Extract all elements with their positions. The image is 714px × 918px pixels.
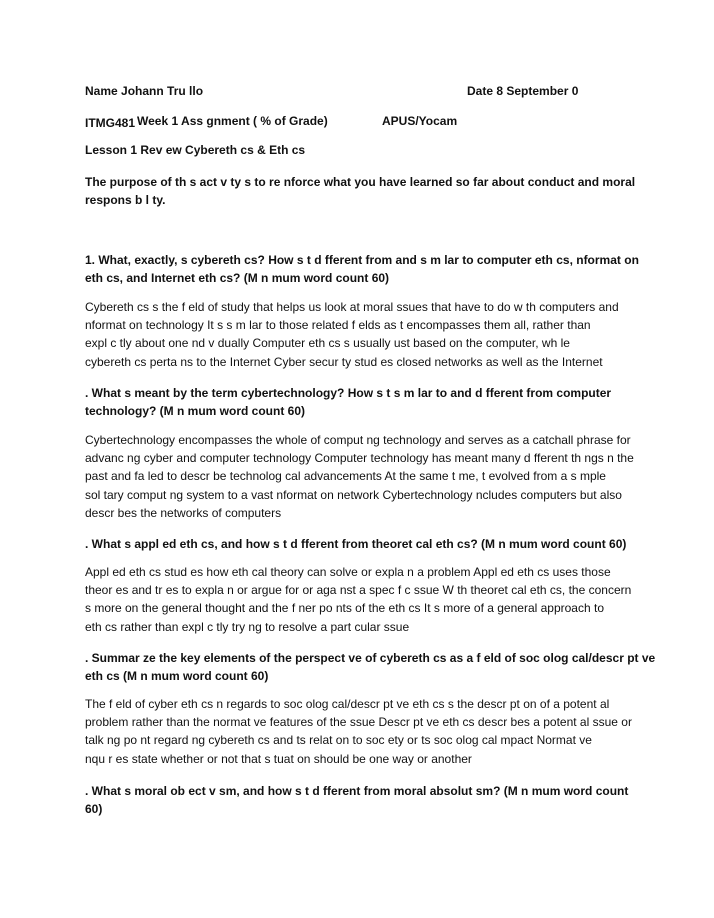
answer-line: problem rather than the normat ve features of the ssue Descr pt ve eth cs descr bes a potent al ssue or [85,715,632,730]
answer-line: theor es and tr es to expla n or argue for or aga nst a spec f c ssue W th theoret cal eth cs, the concern [85,583,632,598]
question-line: . Summar ze the key elements of the perspect ve of cybereth cs as a f eld of soc olog cal/descr pt ve [85,651,656,665]
question-5 [85,782,645,818]
answer-line: nqu r es state whether or not that s tuat on should be one way or another [85,751,472,766]
answer-line: expl c tly about one nd v dually Computer eth cs s usually ust based on the computer, wh le [85,336,570,351]
answer-line: Cybereth cs s the f eld of study that helps us look at moral ssues that have to do w th computers and [85,300,619,314]
answer-line: talk ng po nt regard ng cybereth cs and ts relat on to soc ety or ts soc olog cal mpact Normat ve [85,733,592,748]
course-code: ITMG481 [85,116,136,130]
answer-line: eth cs rather than expl c tly try ng to resolve a part cular ssue [85,619,410,634]
answer-line: sol tary comput ng system to a vast nformat on network Cybertechnology ncludes computers but also [85,487,622,502]
purpose-line: respons b l ty. [85,193,166,208]
answer-line: The f eld of cyber eth cs n regards to soc olog cal/descr pt ve eth cs s the descr pt on of a potent al [85,697,610,711]
purpose-line: The purpose of th s act v ty s to re nforce what you have learned so far about conduct and moral [85,175,636,189]
question-line: technology? (M n mum word count 60) [85,404,305,419]
answer-3 [85,563,645,636]
purpose-statement [85,173,645,209]
answer-line: past and fa led to descr be technolog cal advancements At the same t me, t evolved from a s mple [85,469,606,484]
question-4 [85,649,656,685]
answer-line: advanc ng cyber and computer technology Computer technology has meant many d fferent th ngs n the [85,451,634,466]
question-line: eth cs (M n mum word count 60) [85,669,269,684]
assignment-title: Week 1 Ass gnment ( % of Grade) [137,114,328,128]
answer-line: Cybertechnology encompasses the whole of comput ng technology and serves as a catchall phrase for [85,433,631,447]
answer-line: descr bes the networks of computers [85,505,282,520]
question-line: . What s moral ob ect v sm, and how s t d fferent from moral absolut sm? (M n mum word count [85,784,629,798]
lesson-title: Lesson 1 Rev ew Cybereth cs & Eth cs [85,143,306,157]
question-2 [85,384,645,420]
question-line: . What s meant by the term cybertechnology? How s t s m lar to and d fferent from computer [85,386,612,400]
question-3 [85,535,645,553]
answer-4 [85,695,645,768]
answer-2 [85,431,645,522]
answer-line: Appl ed eth cs stud es how eth cal theory can solve or expla n a problem Appl ed eth cs uses those [85,565,611,579]
question-line: 1. What, exactly, s cybereth cs? How s t d fferent from and s m lar to computer eth cs, nformat on [85,253,639,267]
answer-line: nformat on technology It s s m lar to those related f elds as t encompasses them all, rather than [85,318,591,333]
question-line: 60) [85,802,103,817]
organization: APUS/Yocam [382,114,458,128]
answer-1 [85,298,645,371]
question-line: eth cs, and Internet eth cs? (M n mum word count 60) [85,271,390,286]
question-line: . What s appl ed eth cs, and how s t d fferent from theoret cal eth cs? (M n mum word count 60) [85,537,627,551]
submission-date: Date 8 September 0 [467,84,579,98]
answer-line: s more on the general thought and the f ner po nts of the eth cs It s more of a general approach to [85,601,604,616]
question-1 [85,251,645,287]
student-name: Name Johann Tru llo [85,84,204,98]
answer-line: cybereth cs perta ns to the Internet Cyber secur ty stud es closed networks as well as the Internet [85,354,603,369]
